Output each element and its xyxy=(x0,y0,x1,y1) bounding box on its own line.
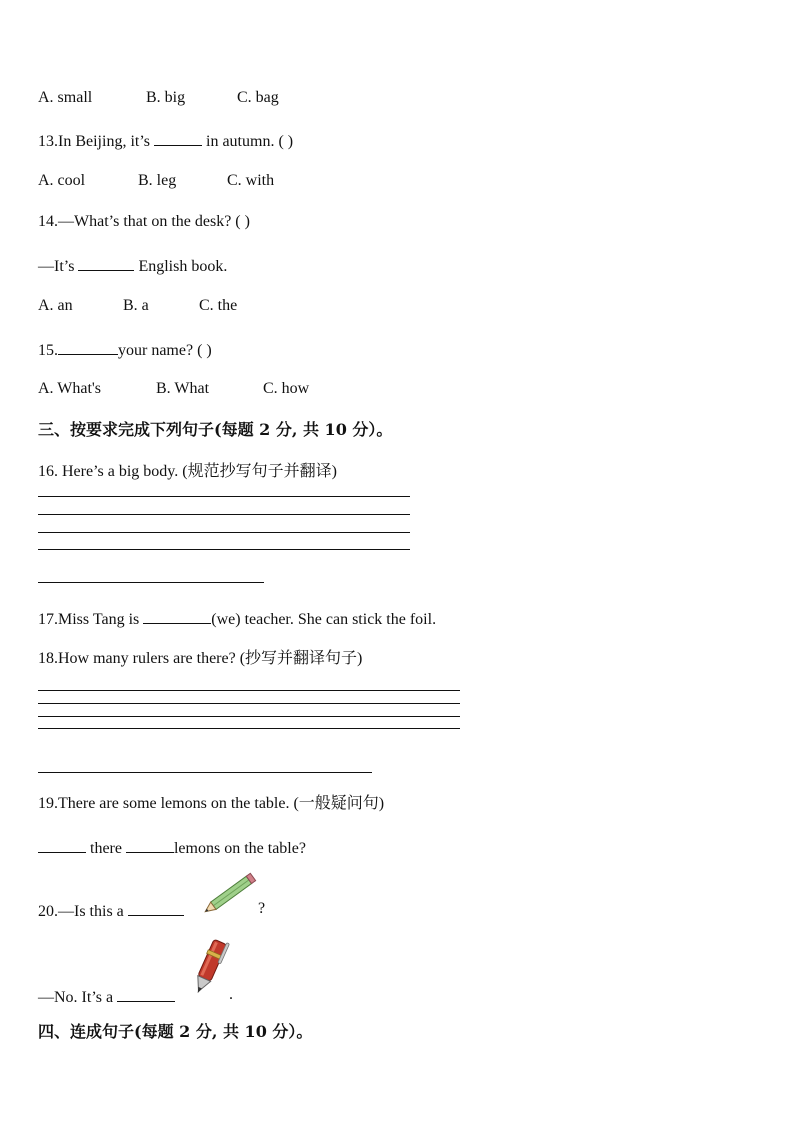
q17-question xyxy=(38,607,436,630)
q15-option-c: C. how xyxy=(263,380,310,397)
q15-question xyxy=(38,338,212,361)
q14-option-c: C. the xyxy=(199,297,238,314)
q13-option-c: C. with xyxy=(227,172,275,189)
q20-answer-pre: —No. It’s a xyxy=(38,989,114,1006)
q14-question: 14.—What’s that on the desk? ( ) xyxy=(38,213,250,230)
pen-icon xyxy=(186,934,234,1002)
q13-text-post: in autumn. ( ) xyxy=(206,133,294,150)
q14-blank[interactable] xyxy=(78,254,134,271)
q16-translation-line[interactable] xyxy=(38,582,264,583)
q15-blank[interactable] xyxy=(58,338,118,355)
q18-question: 18.How many rulers are there? (抄写并翻译句子) xyxy=(38,650,363,667)
q12-option-b: B. big xyxy=(146,89,186,106)
q13-blank[interactable] xyxy=(154,129,202,146)
q19-text-mid: there xyxy=(90,840,122,857)
q19-blank-1[interactable] xyxy=(38,836,86,853)
q14-answer-post: English book. xyxy=(138,258,228,275)
q13-question xyxy=(38,129,293,152)
q18-writing-line[interactable] xyxy=(38,690,460,691)
q16-writing-line[interactable] xyxy=(38,514,410,515)
q20-blank-1[interactable] xyxy=(128,899,184,916)
q16-writing-line[interactable] xyxy=(38,496,410,497)
q15-option-a: A. What's xyxy=(38,380,102,397)
q17-blank[interactable] xyxy=(143,607,211,624)
q17-text-pre: 17.Miss Tang is xyxy=(38,611,140,628)
q13-text-pre: 13.In Beijing, it’s xyxy=(38,133,150,150)
q18-writing-line[interactable] xyxy=(38,703,460,704)
q20-blank-2[interactable] xyxy=(117,985,175,1002)
q19-blank-2[interactable] xyxy=(126,836,174,853)
pencil-icon xyxy=(196,870,262,920)
q13-option-a: A. cool xyxy=(38,172,86,189)
q14-answer xyxy=(38,254,227,277)
q20-answer-end: . xyxy=(229,986,233,1003)
q19-question: 19.There are some lemons on the table. (一般疑问句) xyxy=(38,795,385,812)
q15-text-pre: 15. xyxy=(38,342,58,359)
q14-answer-pre: —It’s xyxy=(38,258,75,275)
q15-option-b: B. What xyxy=(156,380,210,397)
q15-text-post: your name? ( ) xyxy=(118,342,212,359)
section-4-heading: 四、连成句子(每题 2 分, 共 10 分）。 xyxy=(38,1022,313,1041)
q19-answer xyxy=(38,836,306,859)
q12-option-c: C. bag xyxy=(237,89,279,106)
q18-writing-line[interactable] xyxy=(38,716,460,717)
q20-text-pre: 20.—Is this a xyxy=(38,903,124,920)
q20-question xyxy=(38,899,184,922)
q13-option-b: B. leg xyxy=(138,172,177,189)
q18-translation-line[interactable] xyxy=(38,772,372,773)
q20-answer xyxy=(38,985,175,1008)
q16-writing-line[interactable] xyxy=(38,549,410,550)
section-3-heading: 三、按要求完成下列句子(每题 2 分, 共 10 分）。 xyxy=(38,420,393,439)
q16-question: 16. Here’s a big body. (规范抄写句子并翻译) xyxy=(38,463,337,480)
q18-writing-line[interactable] xyxy=(38,728,460,729)
q14-option-a: A. an xyxy=(38,297,73,314)
q12-option-a: A. small xyxy=(38,89,93,106)
q19-text-post: lemons on the table? xyxy=(173,840,306,857)
q20-question-mark: ? xyxy=(258,900,266,917)
q16-writing-line[interactable] xyxy=(38,532,410,533)
q14-option-b: B. a xyxy=(123,297,149,314)
q17-text-post: (we) teacher. She can stick the foil. xyxy=(211,611,437,628)
